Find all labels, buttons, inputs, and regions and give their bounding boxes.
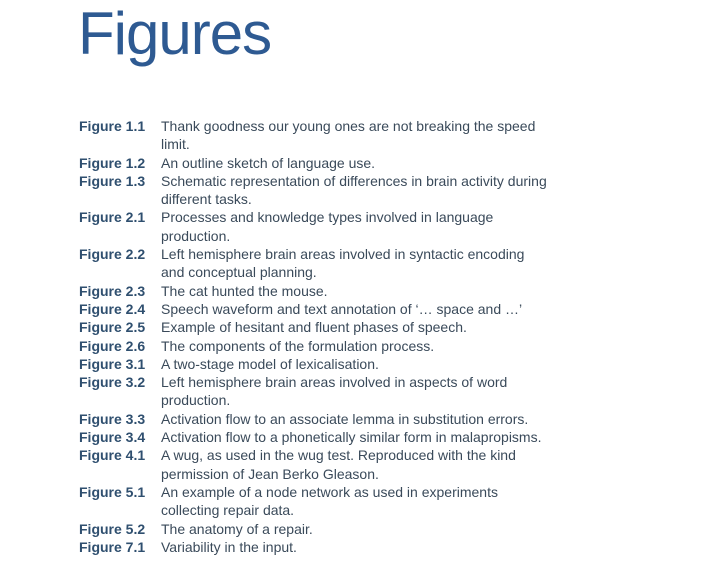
list-item	[79, 410, 549, 428]
figure-label: Figure 2.5	[79, 319, 146, 336]
figure-caption: Schematic representation of differences in brain activity during different tasks.	[161, 172, 547, 208]
figure-label: Figure 2.3	[79, 282, 146, 299]
figure-label: Figure 2.2	[79, 246, 146, 263]
figure-label: Figure 5.1	[79, 483, 146, 500]
figure-label: Figure 3.3	[79, 410, 146, 427]
figure-caption: Processes and knowledge types involved in language production.	[161, 209, 494, 244]
list-item	[79, 282, 549, 300]
figure-caption: Variability in the input.	[161, 538, 297, 555]
figure-label: Figure 1.3	[79, 172, 146, 189]
figure-caption: A two-stage model of lexicalisation.	[161, 355, 379, 372]
figure-label: Figure 3.2	[79, 374, 146, 391]
figure-caption: Activation flow to an associate lemma in substitution errors.	[161, 410, 529, 427]
list-item	[79, 428, 549, 446]
list-item	[79, 337, 549, 355]
figure-caption: An example of a node network as used in experiments collecting repair data.	[161, 483, 498, 519]
figure-caption: The anatomy of a repair.	[161, 520, 313, 537]
figure-label: Figure 5.2	[79, 520, 146, 537]
figure-caption: Speech waveform and text annotation of ‘… space and …’	[161, 300, 523, 317]
figure-label: Figure 7.1	[79, 538, 146, 555]
page-title: Figures	[78, 0, 272, 67]
list-item	[79, 538, 549, 556]
list-item	[79, 446, 549, 483]
list-item	[79, 117, 549, 154]
list-item	[79, 172, 549, 209]
figure-label: Figure 2.1	[79, 209, 146, 226]
figure-label: Figure 2.6	[79, 337, 146, 354]
list-item	[79, 208, 549, 245]
figure-label: Figure 3.4	[79, 429, 146, 446]
list-item	[79, 154, 549, 172]
list-item	[79, 483, 549, 520]
figure-caption: Left hemisphere brain areas involved in syntactic encoding and conceptual planning.	[161, 246, 525, 281]
figure-caption: The cat hunted the mouse.	[161, 282, 328, 299]
list-item	[79, 300, 549, 318]
figure-caption: Example of hesitant and fluent phases of speech.	[161, 319, 467, 336]
figure-label: Figure 1.1	[79, 118, 146, 134]
figure-label: Figure 4.1	[79, 447, 146, 464]
figure-label: Figure 1.2	[79, 154, 146, 171]
figure-caption: The components of the formulation process.	[161, 337, 435, 354]
list-item	[79, 373, 549, 410]
figure-caption: Activation flow to a phonetically similar form in malapropisms.	[161, 429, 542, 446]
list-item	[79, 318, 549, 336]
list-item	[79, 355, 549, 373]
figure-label: Figure 2.4	[79, 300, 146, 317]
figure-list	[79, 117, 549, 556]
list-item	[79, 245, 549, 282]
figure-caption: Left hemisphere brain areas involved in aspects of word production.	[161, 374, 508, 409]
figure-label: Figure 3.1	[79, 355, 146, 372]
list-item	[79, 520, 549, 538]
figure-caption: Thank goodness our young ones are not breaking the speed limit.	[161, 118, 536, 153]
figure-caption: An outline sketch of language use.	[161, 154, 376, 171]
figure-caption: A wug, as used in the wug test. Reproduced with the kind permission of Jean Berko Gleason.	[161, 447, 516, 482]
